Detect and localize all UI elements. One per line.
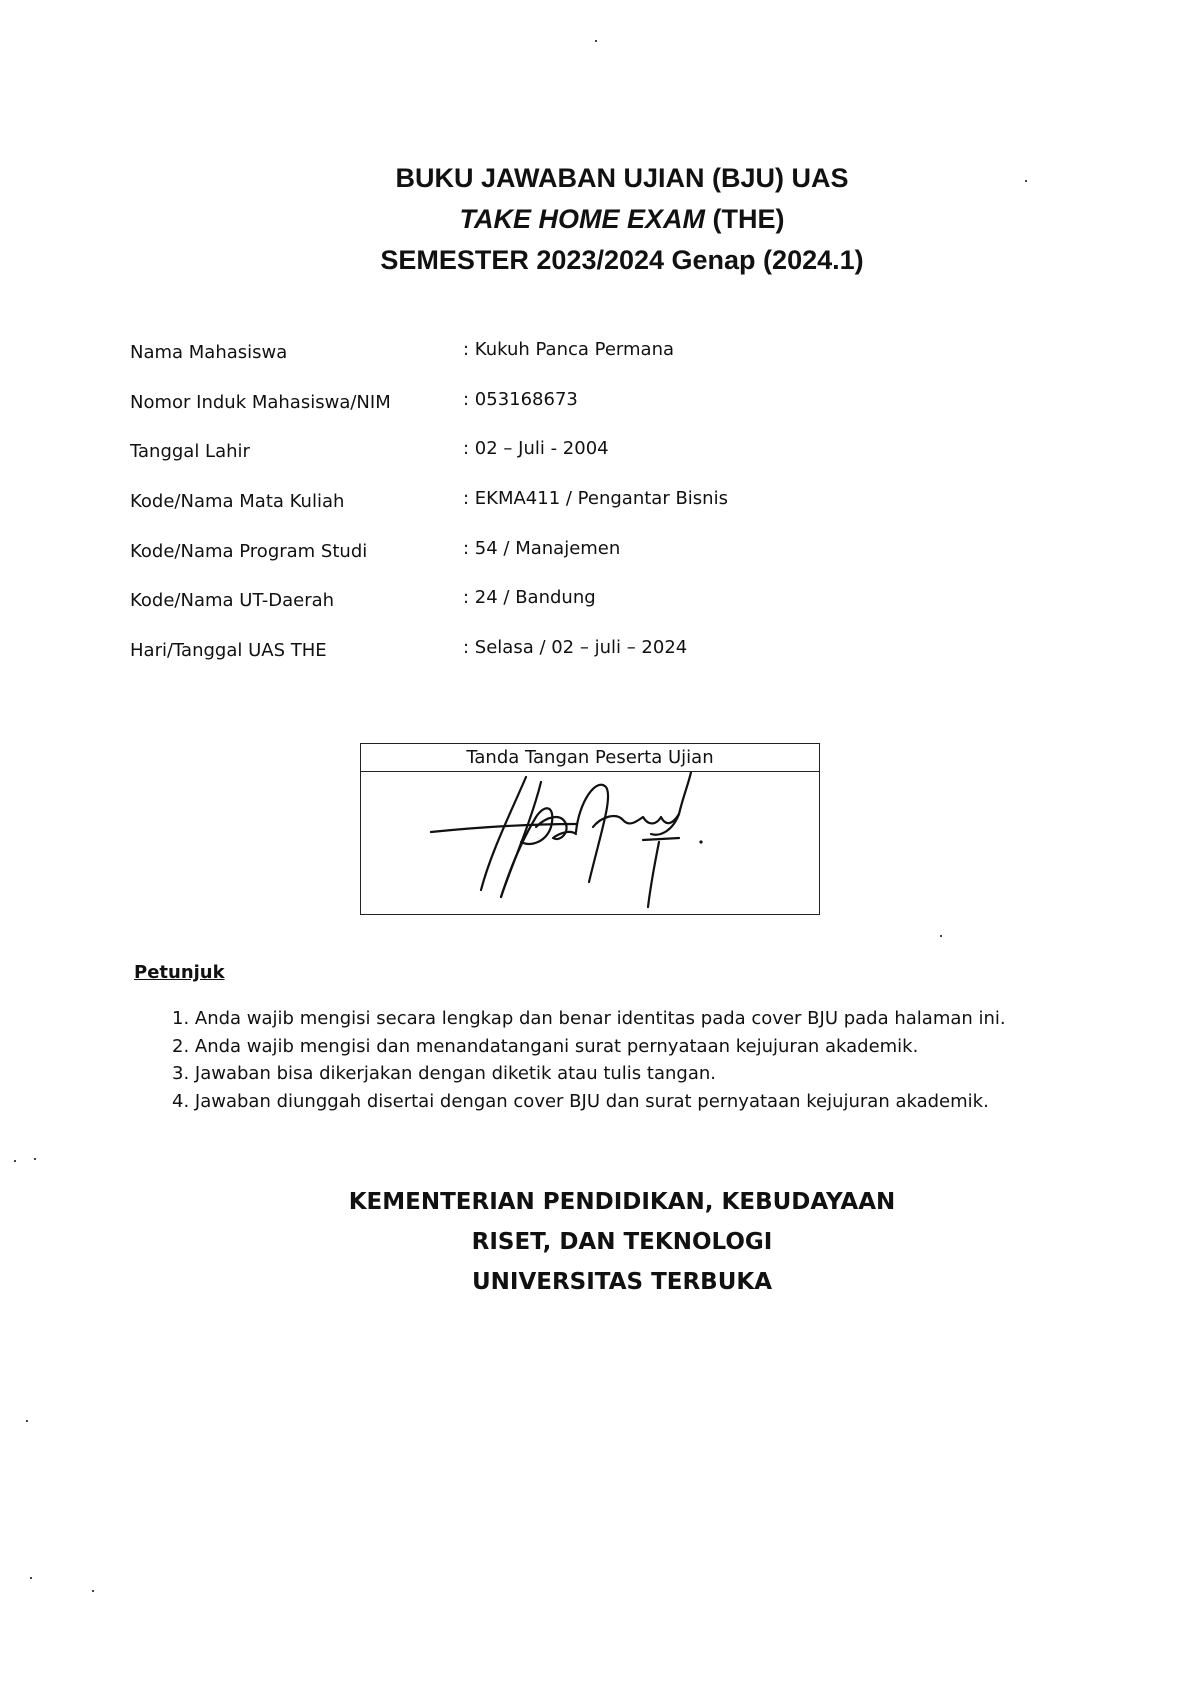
signature-header: Tanda Tangan Peserta Ujian [361, 744, 819, 772]
title-line-1: BUKU JAWABAN UJIAN (BJU) UAS [395, 163, 849, 193]
title-line-2 [0, 199, 1200, 240]
footer-line-2: RISET, DAN TEKNOLOGI [471, 1229, 773, 1255]
instruction-item: 3. Jawaban bisa dikerjakan dengan diketik atau tulis tangan. [172, 1063, 716, 1084]
scan-speck [1025, 180, 1027, 182]
instruction-item: 2. Anda wajib mengisi dan menandatangani surat pernyataan kejujuran akademik. [172, 1035, 919, 1057]
handwritten-signature [361, 772, 821, 916]
footer-line-3: UNIVERSITAS TERBUKA [471, 1269, 773, 1295]
instructions-list [172, 1005, 1006, 1115]
identity-label: Kode/Nama Program Studi [130, 540, 368, 562]
instruction-item: 1. Anda wajib mengisi secara lengkap dan benar identitas pada cover BJU pada halaman ini. [172, 1008, 1006, 1029]
scan-speck [14, 1160, 16, 1162]
scan-speck [92, 1590, 94, 1592]
identity-label: Kode/Nama UT-Daerah [130, 590, 335, 612]
institution-footer [0, 1182, 1200, 1302]
identity-label: Kode/Nama Mata Kuliah [130, 491, 345, 513]
instructions-title: Petunjuk [134, 962, 225, 983]
document-title [0, 158, 1200, 281]
scan-speck [34, 1158, 36, 1160]
scan-speck [30, 1577, 32, 1579]
title-line-2-rest: (THE) [705, 204, 785, 234]
title-line-2-italic: TAKE HOME EXAM [459, 204, 706, 234]
identity-value: : 24 / Bandung [463, 587, 596, 609]
identity-label: Nomor Induk Mahasiswa/NIM [130, 391, 391, 413]
instruction-item: 4. Jawaban diunggah disertai dengan cover BJU dan surat pernyataan kejujuran akademik. [172, 1090, 989, 1112]
identity-value: : 54 / Manajemen [463, 537, 621, 559]
identity-label: Hari/Tanggal UAS THE [130, 640, 327, 662]
footer-line-1: KEMENTERIAN PENDIDIKAN, KEBUDAYAAN [348, 1189, 896, 1215]
scan-speck [26, 1420, 28, 1422]
identity-value: : 053168673 [463, 388, 578, 410]
identity-value: : 02 – Juli - 2004 [463, 438, 609, 460]
identity-value: : Selasa / 02 – juli – 2024 [463, 637, 688, 659]
identity-value: : Kukuh Panca Permana [463, 339, 675, 360]
title-line-3: SEMESTER 2023/2024 Genap (2024.1) [380, 245, 864, 275]
identity-label: Nama Mahasiswa [130, 342, 288, 363]
identity-value: : EKMA411 / Pengantar Bisnis [463, 488, 728, 510]
instructions-section [134, 962, 1006, 1115]
identity-label: Tanggal Lahir [130, 441, 250, 463]
signature-box [360, 743, 820, 915]
scan-speck [940, 935, 942, 937]
scan-speck [595, 40, 597, 42]
